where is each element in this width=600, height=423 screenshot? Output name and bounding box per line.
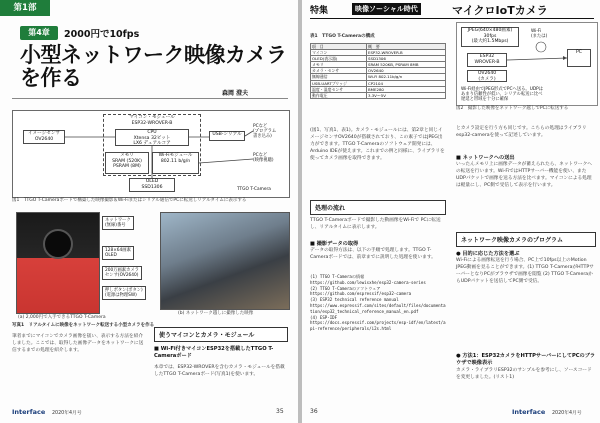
fig1-cpu-block: CPU Xtensa 32ビット LX6 デュアルコア xyxy=(115,129,189,146)
fig1-memory-block: メモリ SRAM (520K) PSRAM (8M) xyxy=(105,152,149,174)
fig1-connectors xyxy=(13,111,289,197)
fig1-oled-block: OLED SSD1306 xyxy=(129,178,175,192)
table-cell: Wi-Fi 802.11b/g/n xyxy=(367,74,446,80)
col1-paragraph-1: (図1、写真1、表1)。カメラ・モジュールには、第2章と同じイメージセンサOV2640が搭載されており、この素子ではJPEG出力ができます。TTGO T-Cameraのソフトウェア開発には、Arduino IDEが使えます。これまでの例と同様に、ライブラリを使ってカメラ画像を取得できます。 xyxy=(310,128,445,161)
chapter-badge: 第4章 xyxy=(20,26,58,40)
intro-paragraph: 筆者までにマイコンでカメラ画像を扱い、表示する方法を紹介しました。ここでは、取得した画像データをネットワークに送信するまでの処理を紹介します。 xyxy=(12,334,144,353)
header-rule xyxy=(310,18,594,19)
subhead-acquire: ■ 撮影データの取得 xyxy=(310,241,359,247)
footer-date: 2020年4月号 xyxy=(52,411,82,416)
footer-magazine: Interface xyxy=(12,408,46,416)
reference-item: (3) ESP32 technical reference manual xyxy=(310,297,399,303)
reference-item: https://docs.espressif.com/projects/esp-idf/en/latest/api-reference/peripherals/i2s.html xyxy=(310,320,446,332)
figure1-diagram xyxy=(12,110,290,198)
col2-paragraph-2: いったんメモリ上に画像データが蓄えられたら、ネットワークへの転送を行います。Wi-FiではHTTPサーバー機能を使い、またUDPパケットで画像を送る方法を比べます。マイコンによる処理は軽量にし、PC側で受信して表示を行います。 xyxy=(456,162,592,188)
fig2-jpeg-block: JPEG(640×480画素) 30fps (最大約1.5Mbps) xyxy=(461,27,519,47)
figure1-caption: 図1 TTGO T-Cameraボードで構築した映像撮影＆Wi-Fiまたはシリアル通信でPCに転送しリアルタイムに表示する xyxy=(12,198,247,203)
footer-magazine: Interface xyxy=(512,408,546,416)
series-badge: 映像ソーシャル時代 xyxy=(352,3,421,15)
fig1-board-name: TTGO T-Camera xyxy=(237,187,271,192)
section-box-flow: 処理の流れ xyxy=(310,200,446,215)
table-cell: 無線通信 xyxy=(311,74,367,80)
article-title xyxy=(20,44,287,90)
col1-paragraph-2: TTGO T-Cameraボードで撮影した動画像をWi-Fiで PCに転送し、リアルタイムに表示します。 xyxy=(310,218,441,230)
fig1-image-sensor-block: イメージセンサ OV2640 xyxy=(23,130,65,144)
table-header: 項 目 xyxy=(311,44,367,50)
fig2-connectors xyxy=(457,23,597,105)
left-page xyxy=(0,0,298,423)
reference-list xyxy=(310,274,446,332)
reference-item: https://github.com/espressif/esp32-camera xyxy=(310,291,412,297)
photo-label-button: 押しボタン(ボタン) (電源は物理SW) xyxy=(102,286,146,300)
table-cell: SRAM 520KB, PSRAM 8MB xyxy=(367,62,446,68)
fig2-module-block: ESP32 WROVER-B xyxy=(467,53,507,67)
table-cell: SSD1306 xyxy=(367,56,446,62)
table-cell: OLED(表示器) xyxy=(311,56,367,62)
fig1-wifi-block: Wi-Fiモジュール 802.11 b/g/n xyxy=(152,152,199,174)
subhead-network: ■ ネットワークへの送出 xyxy=(456,155,515,161)
right-page xyxy=(302,0,600,423)
fig2-pc-block: PC xyxy=(567,49,591,67)
spec-table xyxy=(310,43,446,99)
reference-item: https://www.espressif.com/sites/default/files/documentation/esp32_technical_reference_manual_en.pdf xyxy=(310,302,446,314)
body-paragraph-ttgo: 本章では、ESP32-WROVERを含むカメラ・モジュールを搭載したTTGO T-Cameraボード(写真1)を使います。 xyxy=(154,365,285,377)
subsection-heading-ttgo: ■ Wi-Fi付きマイコンESP32を搭載したTTGO T-Cameraボード xyxy=(154,346,274,359)
table-cell: BME280 xyxy=(367,86,446,92)
fig1-pc-prog-label: PCなど (プログラム 書き込み) xyxy=(253,124,277,139)
table-row xyxy=(311,92,446,98)
title-divider xyxy=(12,98,288,99)
table-cell: ESP32-WROVER-B xyxy=(367,50,446,56)
photo-a-caption: (a) 2,000円で入手できるTTGO T-Camera xyxy=(18,315,106,320)
photo-label-network: ネットワーク (無線)番号 xyxy=(102,216,134,230)
photo1-caption: 写真1 リアルタイムに映像をネットワーク転送する小型カメラを作る xyxy=(12,323,155,328)
series-title: マイクロIoTカメラ xyxy=(452,4,548,17)
col1-paragraph-3: データの取得方法は、以下の手順で処理します。TTGO T-Cameraボードでは、前章までに説明した処理を使います。 xyxy=(310,248,436,260)
table-cell: OV2640 xyxy=(367,68,446,74)
reference-item: (1) TTGO T-Cameraの情報 xyxy=(310,274,365,279)
col2-paragraph-3: Wi-Fiによる画像転送を行う場合、PC上で10fps以上のMotion JPEG動画を見ることができます。(1) TTGO T-CameraがHTTPサーバーとなりPCがブラウザで画像を閲覧 (2) TTGO T-CameraからUDPパケットを送信してPC側で受信。 xyxy=(456,258,594,284)
fig1-pc-view-label: PCなど (映像視聴) xyxy=(253,153,274,163)
table-cell: カメラ・センサ xyxy=(311,68,367,74)
captured-image-photo xyxy=(160,212,290,310)
page-number: 36 xyxy=(310,408,318,415)
table-header: 概 要 xyxy=(367,44,446,50)
fig2-wifi-label: Wi-Fi (または) xyxy=(531,29,548,39)
fig2-note: Wi-Fi経由でJPEG形式でPCへ送る。UDPは あまり信頼性が低い。シリアル転送に比べ 遅延と帯域を十分に確保 xyxy=(461,87,544,102)
fig2-camera-block: OV2640 (カメラ) xyxy=(467,70,507,82)
table-cell: 3.3V〜5V xyxy=(367,92,446,98)
feature-label: 特集 xyxy=(310,6,329,16)
table-cell: マイコン xyxy=(311,50,367,56)
section-heading-mcu: 使うマイコンとカメラ・モジュール xyxy=(154,327,288,342)
table-cell: CP2104 xyxy=(367,80,446,86)
fig1-module-label: マイコン・モジュール ESP32-WROVER-B xyxy=(129,115,175,126)
footer-date: 2020年4月号 xyxy=(552,411,582,416)
reference-item: https://github.com/lewisxhe/esp32-camera-series xyxy=(310,279,426,285)
figure2-diagram xyxy=(456,22,598,106)
table-cell: USB-UARTブリッジ xyxy=(311,80,367,86)
photo-label-oled: 128×64画素 OLED xyxy=(102,246,134,260)
camera-lens-icon xyxy=(43,229,73,259)
table-cell: 動作電圧 xyxy=(311,92,367,98)
photo-label-camera: 200万画素カメラ センサ(OV2640) xyxy=(102,266,142,280)
col2-paragraph-4: カメラ・ライブラリESP32のサンプルを参考にし、ソースコードを変更しました。(リスト1) xyxy=(456,368,592,380)
article-title-line2: を作る xyxy=(20,66,82,90)
section-box-program: ネットワーク映像カメラのプログラム xyxy=(456,232,596,247)
fig1-usb-serial-block: USB-シリアル xyxy=(209,131,245,141)
table-cell: 温度・湿度センサ xyxy=(311,86,367,92)
table1-title: 表1 TTGO T-Cameraの構成 xyxy=(310,34,375,39)
reference-item: (2) TTGO T-Cameraのソフトウェア xyxy=(310,285,381,291)
subhead-method: ● 目的に応じた方法を選ぶ xyxy=(456,251,520,257)
part-badge: 第1部 xyxy=(0,0,50,16)
author-name: 森岡 澄夫 xyxy=(222,90,249,97)
reference-item: (4) ESP-IDF xyxy=(310,314,338,320)
board-photo xyxy=(16,212,100,314)
chapter-subtitle: 2000円で10fps xyxy=(64,29,140,40)
figure2-caption: 図2 撮影した映像をネットワーク越しでPCに転送する xyxy=(456,106,569,111)
table-cell: メモリ xyxy=(311,62,367,68)
page-number: 35 xyxy=(276,408,284,415)
subhead-method1: ● 方法1：ESP32カメラをHTTPサーバーにしてPCのブラウザで映像表示 xyxy=(456,353,596,366)
article-title-line1: 小型ネットワーク映像カメラ xyxy=(20,43,287,67)
photo-b-caption: (b) ネットワーク越しに撮像した映像 xyxy=(178,311,254,316)
col2-paragraph-1: とカメラ設定を行う方も同じです。こちらの処理はライブラリesp32-cameraを使って記述しています。 xyxy=(456,126,587,138)
